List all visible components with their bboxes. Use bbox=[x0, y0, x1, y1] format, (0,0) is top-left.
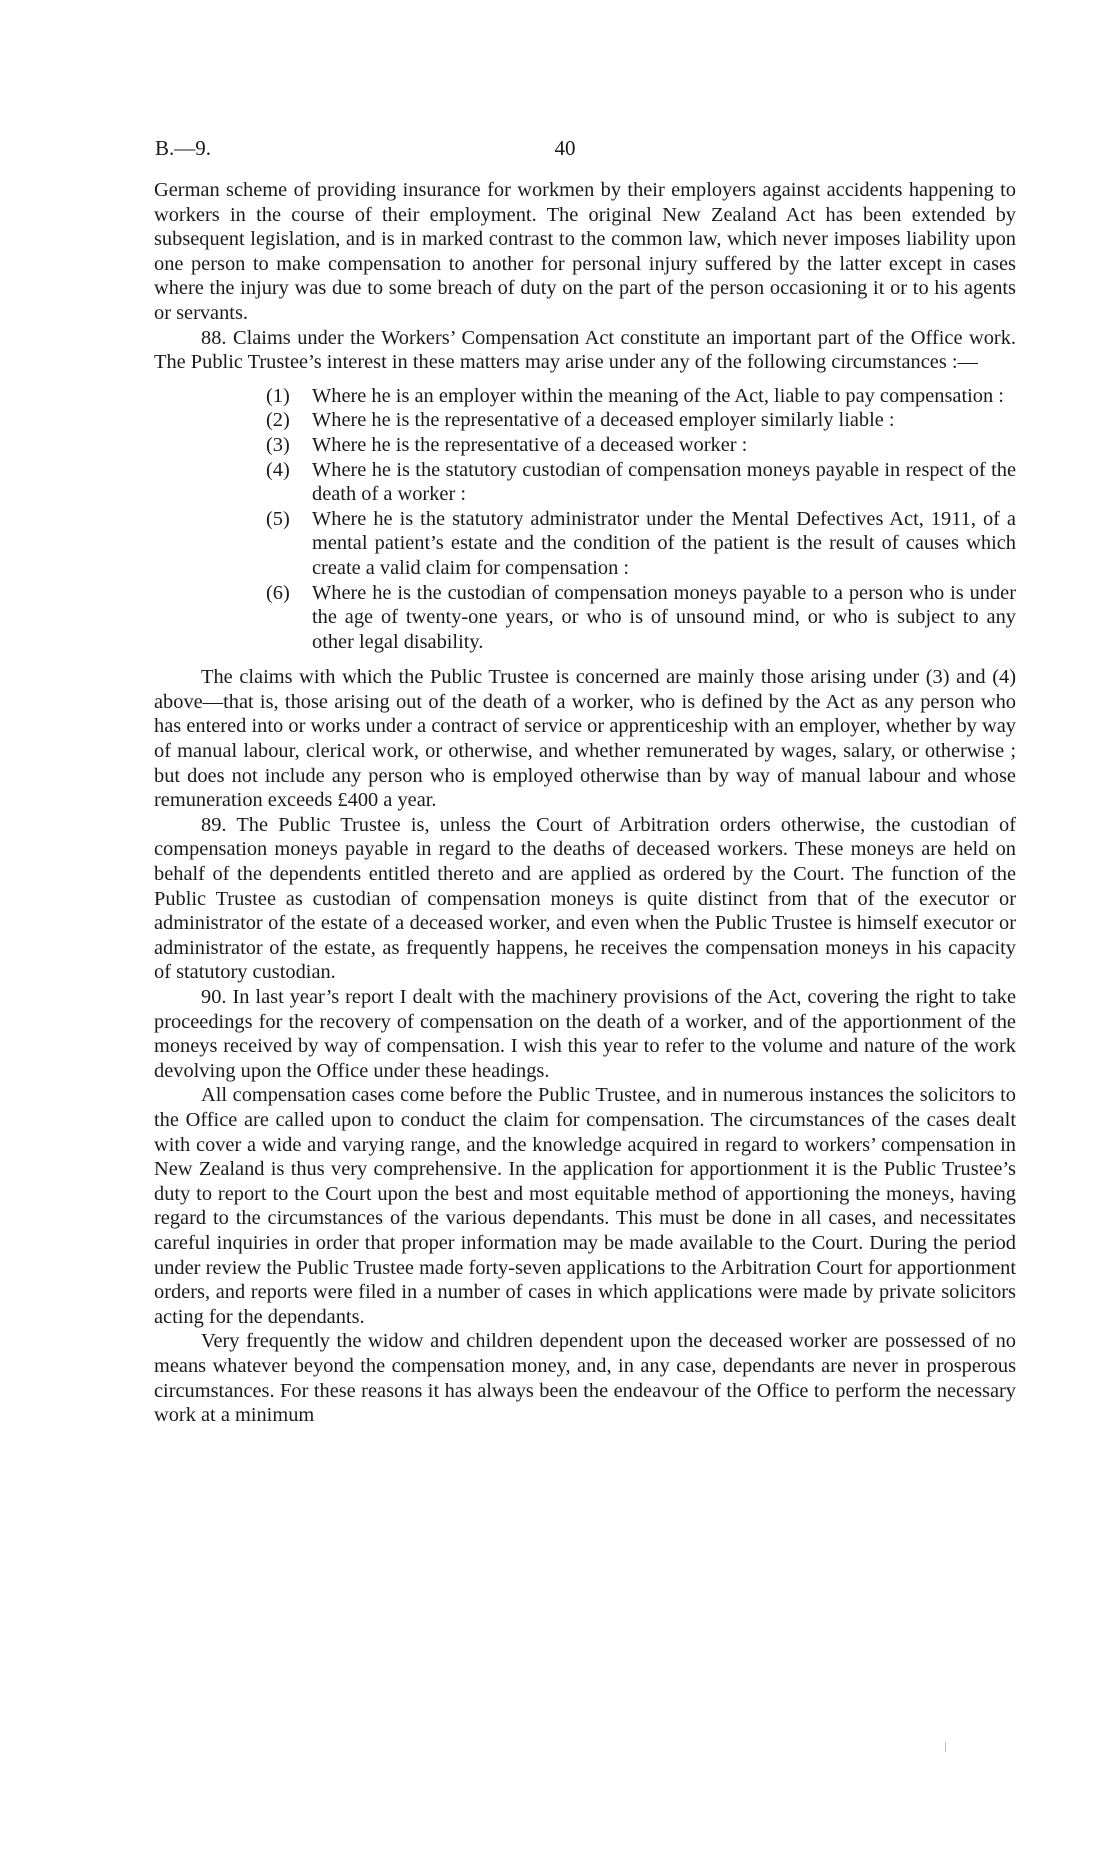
list-item-number: (4) bbox=[266, 458, 290, 481]
list-item-number: (1) bbox=[266, 384, 290, 407]
document-reference: B.—9. bbox=[155, 136, 212, 160]
list-item-text: Where he is the statutory administrator under the Mental Defectives Act, 1911, of a mental patient’s estate and the condition of the patient is the result of causes which create a valid claim for compensation : bbox=[312, 507, 1016, 579]
circumstances-list bbox=[154, 384, 1016, 655]
list-item bbox=[154, 458, 1016, 507]
list-item-number: (2) bbox=[266, 409, 290, 432]
list-item-number: (3) bbox=[266, 433, 290, 456]
list-item bbox=[154, 384, 1016, 409]
paragraph-compensation-cases: All compensation cases come before the Public Trustee, and in numerous instances the solicitors to the Office are called upon to conduct the claim for compensation. The circumstances of the cases dealt with cover a wide and varying range, and the knowledge acquired in regard to workers’ compensation in New Zealand is thus very comprehensive. In the application for apportionment it is the Public Trustee’s duty to report to the Court upon the best and most equitable method of apportioning the moneys, having regard to the circumstances of the various dependants. This must be done in all cases, and necessitates careful inquiries in order that proper information may be made available to the Court. During the period under review the Public Trustee made forty-seven applications to the Arbitration Court for apportionment orders, and reports were filed in a number of cases in which applications were made by private solicitors acting for the dependants. bbox=[154, 1084, 1016, 1328]
paragraph-claims: The claims with which the Public Trustee is concerned are mainly those arising under (3) and (4) above—that is, those arising out of the death of a worker, who is defined by the Act as any person who has entered into or works under a contract of service or apprenticeship with an employer, whether by way of manual labour, clerical work, or otherwise, and whether remunerated by wages, salary, or otherwise ; but does not include any person who is employed otherwise than by way of manual labour and whose remuneration exceeds £400 a year. bbox=[154, 666, 1016, 812]
document-body bbox=[154, 178, 1016, 1428]
list-item-text: Where he is the representative of a deceased worker : bbox=[312, 433, 748, 456]
paragraph-88: 88. Claims under the Workers’ Compensation Act constitute an important part of the Office work. The Public Trustee’s interest in these matters may arise under any of the following circumstances :— bbox=[154, 326, 1016, 374]
list-item-text: Where he is the representative of a deceased employer similarly liable : bbox=[312, 409, 895, 432]
list-item-number: (6) bbox=[266, 581, 290, 604]
list-item-number: (5) bbox=[266, 507, 290, 530]
list-item-text: Where he is an employer within the meaning of the Act, liable to pay compensation : bbox=[312, 384, 1004, 407]
paragraph-continued: German scheme of providing insurance for workmen by their employers against accidents happening to workers in the course of their employment. The original New Zealand Act has been extended by subsequent legislation, and is in marked contrast to the common law, which never imposes liability upon one person to make compensation to another for personal injury suffered by the latter except in cases where the injury was due to some breach of duty on the part of the person occasioning it or to his agents or servants. bbox=[154, 179, 1016, 324]
paragraph-90: 90. In last year’s report I dealt with the machinery provisions of the Act, covering the right to take proceedings for the recovery of compensation on the death of a worker, and of the apportionment of the moneys received by way of compensation. I wish this year to refer to the volume and nature of the work devolving upon the Office under these headings. bbox=[154, 986, 1016, 1082]
list-item-text: Where he is the custodian of compensation moneys payable to a person who is under the age of twenty-one years, or who is of unsound mind, or who is subject to any other legal disability. bbox=[312, 581, 1016, 653]
paragraph-widow-children: Very frequently the widow and children dependent upon the deceased worker are possessed of no means whatever beyond the compensation money, and, in any case, dependants are never in prosperous circumstances. For these reasons it has always been the endeavour of the Office to perform the necessary work at a minimum bbox=[154, 1330, 1016, 1427]
page-number: 40 bbox=[554, 136, 576, 160]
paragraph-89: 89. The Public Trustee is, unless the Court of Arbitration orders otherwise, the custodian of compensation moneys payable in regard to the deaths of deceased workers. These moneys are held on behalf of the dependents entitled thereto and are applied as ordered by the Court. The function of the Public Trustee as custodian of compensation moneys is quite distinct from that of the executor or administrator of the estate of a deceased worker, and even when the Public Trustee is himself executor or administrator of the estate, as frequently happens, he receives the compensation moneys in his capacity of statutory custodian. bbox=[154, 813, 1016, 984]
scan-mark bbox=[945, 1742, 946, 1752]
page-header bbox=[155, 136, 1015, 166]
list-item-text: Where he is the statutory custodian of compensation moneys payable in respect of the death of a worker : bbox=[312, 458, 1016, 506]
list-item bbox=[154, 433, 1016, 458]
list-item bbox=[154, 581, 1016, 655]
list-item bbox=[154, 507, 1016, 581]
list-item bbox=[154, 408, 1016, 433]
